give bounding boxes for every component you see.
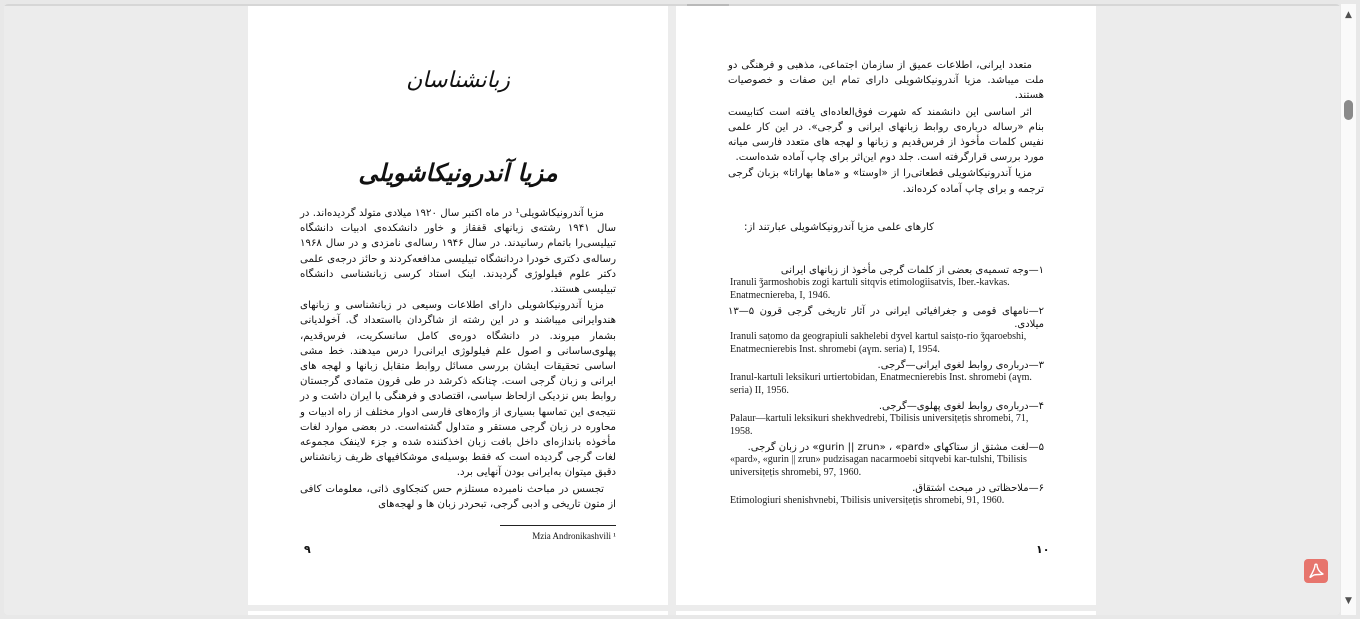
list-item [728,482,1044,508]
left-page-body [300,206,616,513]
works-intro: کارهای علمی مزیا آندرونیکاشویلی عبارتند از: [744,222,934,233]
article-title: مزیا آندرونیکاشویلی [358,158,558,187]
work-title-persian: ۵—لغت مشتق از ستاکهای «gurin || zrun» ، «pard» در زبان گرجی. [747,442,1044,453]
work-title-persian: ۱—وجه تسمیه‌ی بعضی از کلمات گرجی مأخوذ از زبانهای ایرانی [780,265,1044,276]
page-number: ۱۰ [1036,543,1050,556]
paragraph: تجسس در مباحث نامبرده مستلزم حس کنجکاوی ذاتی، معلومات کافی از متون تاریخی و ادبی گرجی، تبحردر زبان ها و لهجه‌های [300,483,616,510]
paragraph: متعدد ایرانی، اطلاعات عمیق از سازمان اجتماعی، مذهبی و فرهنگی دو ملت میباشد. مزیا آندرونیکاشویلی دارای تمام این صفات و خصوصیات هستند. [728,60,1044,102]
list-item [728,359,1044,397]
running-head: زبانشناسان [406,68,510,93]
paragraph: مزیا آندرونیکاشویلی¹ در ماه اکتبر سال ۱۹۲۰ میلادی متولد گردیده‌اند. در سال ۱۹۴۱ رشته‌ی زبانهای قفقاز و خاور دانشکده‌ی ادبیات دانشگاه تبیلیسی‌را باتمام رسانیدند. در سال ۱۹۴۶ رساله‌ی نامزدی و در سال ۱۹۶۸ رساله‌ی دکتری خودرا دردانشگاه تبیلیسی مدافعه‌کردند و حائز درجه‌ی علمی دکتر علوم فیلولوژی گردیدند. اینک استاد کرسی زبانشناسی دانشگاه تبیلیسی هستند. [300,208,617,296]
work-title-persian: ۳—درباره‌ی روابط لغوی ایرانی—گرجی. [877,360,1044,371]
paragraph: مزیا آندرونیکاشویلی دارای اطلاعات وسیعی در زبانشناسی و زبانهای هندوایرانی میباشند و در این رشته از شاگردان بااستعداد گ. آخولدیانی بشمار میروند. در دانشگاه دوره‌ی کامل سانسکریت، فرس‌قدیم، پهلوی‌ساسانی و اصول علم فیلولوژی ایرانی‌را درس میدهند. خط مشی اساسی تحقیقات ایشان بررسی مسائل روابط متقابل زبانها و لهجه های ایرانی و زبان گرجی است. چنانکه ذکرشد در طی قرون متمادی گرجستان روابط بس نزدیکی ازلحاظ سیاسی، اقتصادی و فرهنگی با ایران داشت و در نتیجه‌ی این تماسها بسیاری از واژه‌های فارسی ادوار مختلف از راه ادبیات و محاوره در زبان گرجی مستقر و متداول گشته‌است. در بعضی موارد لغات مأخوذه باندازه‌ای داخل بافت زبان اخذکننده شده و جزء لاینفک مجموعه لغات گرجی گردیده است که فقط بوسیله‌ی موشکافیهای ظریف زبانشناس دقیق میتوان به‌ایرانی بودن آنهایی برد. [300,300,616,479]
work-citation: Iranuli ǯarmoshobis zogi kartuli sitqvis etimologiisatvis, Iber.-kavkas. Enatmecniereba, I, 1946. [730,277,1010,301]
page-10 [676,6,1096,605]
pdf-icon[interactable] [1304,559,1328,583]
footnote: Mzia Andronikashvili ¹ [532,531,616,541]
work-citation: Iranuli saṭomo da geograpiuli sakhelebi dʒvel kartul saisṭo-rio ǯqaroebshi, Enatmecnierebis Inst. shromebi (aɣm. seria) I, 1954. [730,331,1027,355]
paragraph: اثر اساسی این دانشمند که شهرت فوق‌العاده‌ای یافته است کتابیست بنام «رساله درباره‌ی روابط زبانهای ایرانی و گرجی». در این کار علمی نفیس کلمات مأخوذ از فرس‌قدیم و زبانها و لهجه های متعدد فارسی میانه مورد بررسی قرارگرفته است. جلد دوم این‌اثر برای چاپ آماده شده‌است. [728,106,1044,164]
scroll-thumb[interactable] [1344,100,1353,120]
work-title-persian: ۶—ملاحظاتی در مبحث اشتقاق. [912,483,1044,494]
work-title-persian: ۴—درباره‌ی روابط لغوی پهلوی—گرجی. [878,401,1044,412]
work-citation: Iranul-kartuli leksikuri urtiertobidan, Enatmecnierebis Inst. shromebi (aɣm. seria) II, 1956. [730,372,1032,396]
work-citation: «pard», «gurin || zrun» pudzisagan nacarmoebi sitqvebi kar-tulshi, Tbilisis universiṭeṭis shromebi, 97, 1960. [730,454,1027,478]
page-number: ۹ [304,543,311,556]
vertical-scrollbar[interactable] [1341,4,1356,615]
list-item [728,441,1044,479]
list-item [728,305,1044,356]
works-list [728,264,1044,511]
scroll-up-arrow-icon[interactable]: ▲ [1345,10,1352,20]
next-page-left-edge [248,611,668,615]
pdf-viewer [4,4,1340,615]
work-citation: Etimologiuri shenishvnebi, Tbilisis universiṭeṭis shromebi, 91, 1960. [730,495,1005,506]
list-item [728,400,1044,438]
work-citation: Palaur—kartuli leksikuri shekhvedrebi, Tbilisis universiṭeṭis shromebi, 71, 1958. [730,413,1029,437]
next-page-right-edge [676,611,1096,615]
page-9 [248,6,668,605]
work-title-persian: ۲—نامهای قومی و جغرافیائی ایرانی در آثار تاریخی گرجی قرون ۵—۱۳ میلادی. [728,306,1044,330]
right-page-body [728,58,1044,198]
toolbar-edge [4,4,1340,6]
footnote-divider [500,525,616,526]
acrobat-logo-icon [1307,562,1325,580]
paragraph: مزیا آندرونیکاشویلی قطعاتی‌را از «اوستا» و «ماها بهاراتا» بزبان گرجی ترجمه و برای چاپ آماده کرده‌اند. [728,168,1044,195]
scroll-down-arrow-icon[interactable]: ▼ [1345,596,1352,606]
list-item [728,264,1044,302]
